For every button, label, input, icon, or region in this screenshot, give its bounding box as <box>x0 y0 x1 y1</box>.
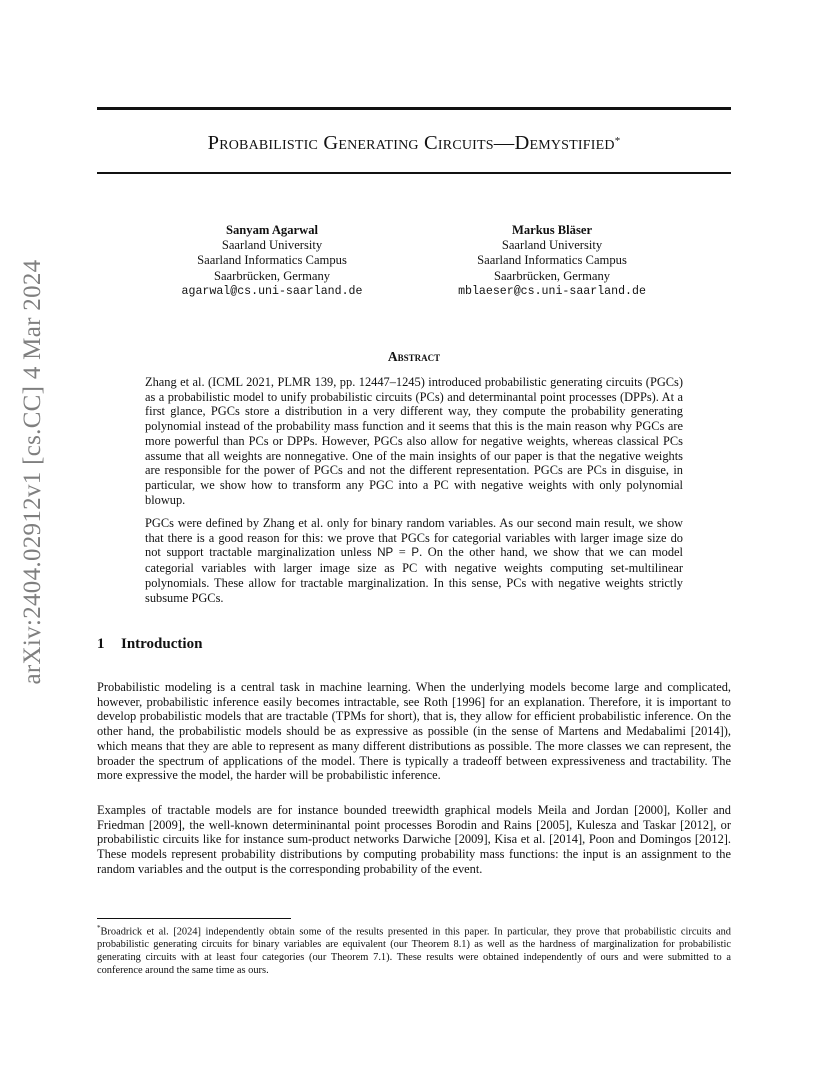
author-email: mblaeser@cs.uni-saarland.de <box>458 284 646 298</box>
author-campus: Saarland Informatics Campus <box>197 253 347 268</box>
abstract-paragraph: Zhang et al. (ICML 2021, PLMR 139, pp. 12447–1245) introduced probabilistic generating circuits (PGCs) as a probabilistic model to unify probabilistic circuits (PCs) and determinantal point processes (DPPs). At a first glance, PGCs store a distribution in a very different way, they compute the probability generating polynomial instead of the probability mass function and it seems that this is the main reason why PGCs are more powerful than PCs or DPPs. However, PGCs also allow for negative weights, whereas classical PCs assume that all weights are nonnegative. One of the main insights of our paper is that the negative weights are responsible for the power of PGCs and not the different representation. PGCs are PCs in disguise, in particular, we show how to transform any PGC into a PC with negative weights with only polynomial blowup. <box>145 375 683 507</box>
author-campus: Saarland Informatics Campus <box>477 253 627 268</box>
footnote: *Broadrick et al. [2024] independently obtain some of the results presented in this paper. In particular, they prove that probabilistic circuits and probabilistic generating circuits for binary variables are equivalent (our Theorem 8.1) as well as the hardness of marginalization for probabilistic generating circuits with at least four categories (our Theorem 7.1). These results were obtained independently of ours and were submitted to a conference around the same time as ours. <box>97 924 731 977</box>
footnote-marker: * <box>97 924 101 932</box>
author-affiliation: Saarland University <box>221 238 323 253</box>
footnote-rule <box>97 918 291 919</box>
author-block <box>152 223 392 299</box>
author-affiliation: Saarland University <box>501 238 603 253</box>
title-footnote-marker: * <box>614 135 621 147</box>
body-paragraph: Examples of tractable models are for instance bounded treewidth graphical models Meila and Jordan [2000], Koller and Friedman [2009], the well-known determininantal point processes Borodin and Rains [2005], Kulesza and Taskar [2012], or probabilistic circuits like for instance sum-product networks Darwiche [2009], Kisa et al. [2014], Poon and Domingos [2012]. These models represent probability distributions by computing probability mass functions: the input is an assignment to the random variables and the output is the corresponding probability of the event. <box>97 803 731 876</box>
author-name: Sanyam Agarwal <box>225 223 318 237</box>
author-block <box>432 223 672 299</box>
paper-title: Probabilistic Generating Circuits—Demystified* <box>207 132 621 154</box>
section-number: 1 <box>97 636 105 652</box>
author-location: Saarbrücken, Germany <box>213 268 331 283</box>
title-bottom-rule <box>97 172 731 174</box>
body-paragraph: Probabilistic modeling is a central task in machine learning. When the underlying models become large and complicated, however, probabilistic inference easily becomes intractable, see Roth [1996] for an explanation. Therefore, it is important to develop probabilistic models that are tractable (TPMs for short), that is, they allow for efficient probabilistic inference. On the other hand, the probabilistic models should be as expressive as possible (in the sense of Martens and Medabalimi [2014]), which means that they are able to represent as many different distributions as possible. The more classes we can represent, the broader the spectrum of applications of the model. There is typically a tradeoff between expressiveness and tractability. The more expressive the model, the harder will be probabilistic inference. <box>97 680 731 783</box>
title-top-rule <box>97 107 731 110</box>
author-name: Markus Bläser <box>511 223 593 237</box>
arxiv-stamp-text: arXiv:2404.02912v1 [cs.CC] 4 Mar 2024 <box>19 259 46 685</box>
section-title: Introduction <box>121 636 203 652</box>
author-location: Saarbrücken, Germany <box>493 268 611 283</box>
author-email: agarwal@cs.uni-saarland.de <box>181 284 363 298</box>
section-heading <box>97 636 202 653</box>
abstract-paragraph: PGCs were defined by Zhang et al. only for binary random variables. As our second main result, we show that there is a good reason for this: we prove that PGCs for categorial variables with larger image size do not support tractable marginalization unless NP = P. On the other hand, we show that we can model categorial variables with larger image size as PC with negative weights computing set-multilinear polynomials. These allow for tractable marginalization. In this sense, PCs with negative weights strictly subsume PGCs. <box>145 516 684 605</box>
abstract-heading: Abstract <box>387 349 441 364</box>
